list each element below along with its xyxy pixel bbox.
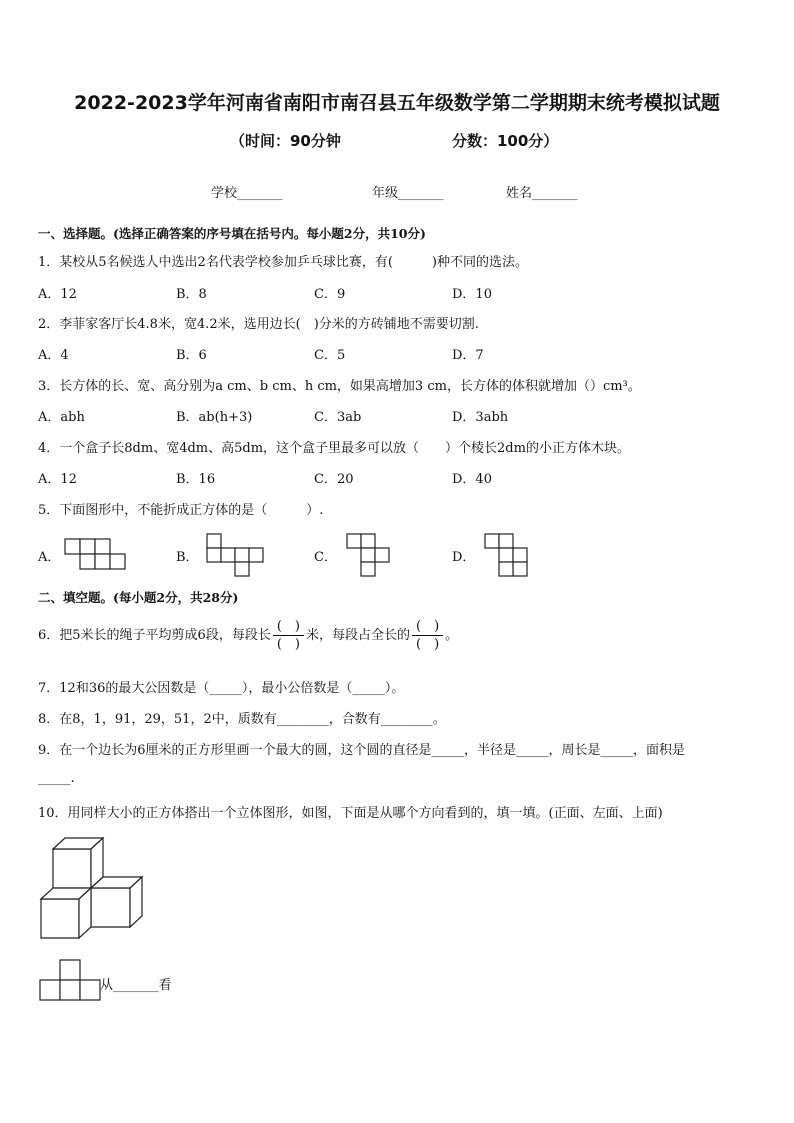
fraction-numerator: ( ) (412, 618, 443, 636)
question-2: 2．李菲家客厅长4.8米，宽4.2米，选用边长( )分米的方砖铺地不需要切割. (38, 317, 479, 332)
q3-option-c: C．3ab (314, 410, 362, 425)
q2-option-c: C．5 (314, 348, 346, 363)
net-diagram-b (206, 533, 270, 579)
fraction-denominator: ( ) (416, 637, 440, 652)
question-5: 5．下面图形中，不能折成正方体的是（ ）. (38, 503, 324, 518)
question-3: 3．长方体的长、宽、高分别为a cm、b cm、h cm，如果高增加3 cm，长方体的体积就增加（）cm³。 (38, 379, 641, 394)
name-field: 姓名_______ (506, 186, 578, 201)
q5-option-d: D． (452, 550, 476, 565)
q4-option-a: A．12 (38, 472, 77, 487)
grade-field: 年级_______ (372, 186, 444, 201)
fraction-denominator: ( ) (276, 637, 300, 652)
q4-option-b: B．16 (176, 472, 216, 487)
question-8: 8．在8，1，91，29，51，2中，质数有________，合数有________。 (38, 712, 446, 727)
q1-option-b: B．8 (176, 287, 207, 302)
q3-option-a: A．abh (38, 410, 85, 425)
section-2-heading: 二、填空题。(每小题2分，共28分) (38, 590, 239, 605)
q5-option-a: A． (38, 550, 61, 565)
net-diagram-c (346, 533, 396, 579)
question-1: 1．某校从5名候选人中选出2名代表学校参加乒乓球比赛，有( )种不同的选法。 (38, 255, 528, 270)
fraction-numerator: ( ) (273, 618, 304, 636)
q2-option-d: D．7 (452, 348, 484, 363)
exam-title: 2022-2023学年河南省南阳市南召县五年级数学第二学期期末统考模拟试题 (74, 92, 720, 114)
q4-option-d: D．40 (452, 472, 492, 487)
q4-option-c: C．20 (314, 472, 354, 487)
question-7: 7．12和36的最大公因数是（_____），最小公倍数是（_____）。 (38, 681, 405, 696)
q3-option-b: B．ab(h+3) (176, 410, 253, 425)
q2-option-a: A．4 (38, 348, 69, 363)
fraction-blank-length (273, 618, 304, 653)
question-4: 4．一个盒子长8dm、宽4dm、高5dm，这个盒子里最多可以放（ ）个棱长2dm的小正方体木块。 (38, 441, 630, 456)
question-9: 9．在一个边长为6厘米的正方形里画一个最大的圆，这个圆的直径是_____，半径是_____，周长是_____，面积是 (38, 743, 686, 758)
q6-text-part3: 。 (445, 628, 459, 643)
q5-option-b: B． (176, 550, 199, 565)
net-diagram-a (64, 538, 128, 570)
question-6 (38, 618, 458, 653)
time-label: （时间：90分钟 (230, 132, 341, 150)
q5-option-c: C． (314, 550, 337, 565)
q2-option-b: B．6 (176, 348, 207, 363)
net-diagram-d (484, 533, 536, 579)
q3-option-d: D．3abh (452, 410, 509, 425)
view-diagram (39, 958, 101, 1002)
q1-option-a: A．12 (38, 287, 77, 302)
question-9-continued: _____. (38, 771, 75, 786)
q10-answer-blank: 从_______看 (100, 978, 172, 993)
q1-option-c: C．9 (314, 287, 346, 302)
question-10: 10．用同样大小的正方体搭出一个立体图形，如图，下面是从哪个方向看到的，填一填。(正面、左面、上面) (38, 806, 663, 821)
q6-text-part2: 米，每段占全长的 (305, 628, 410, 643)
q1-option-d: D．10 (452, 287, 492, 302)
cube-stack-diagram (38, 834, 150, 944)
section-1-heading: 一、选择题。(选择正确答案的序号填在括号内。每小题2分，共10分) (38, 226, 426, 241)
score-label: 分数：100分） (452, 132, 559, 150)
fraction-blank-share (412, 618, 443, 653)
school-field: 学校_______ (211, 186, 283, 201)
q6-text-part1: 6．把5米长的绳子平均剪成6段，每段长 (38, 628, 271, 643)
